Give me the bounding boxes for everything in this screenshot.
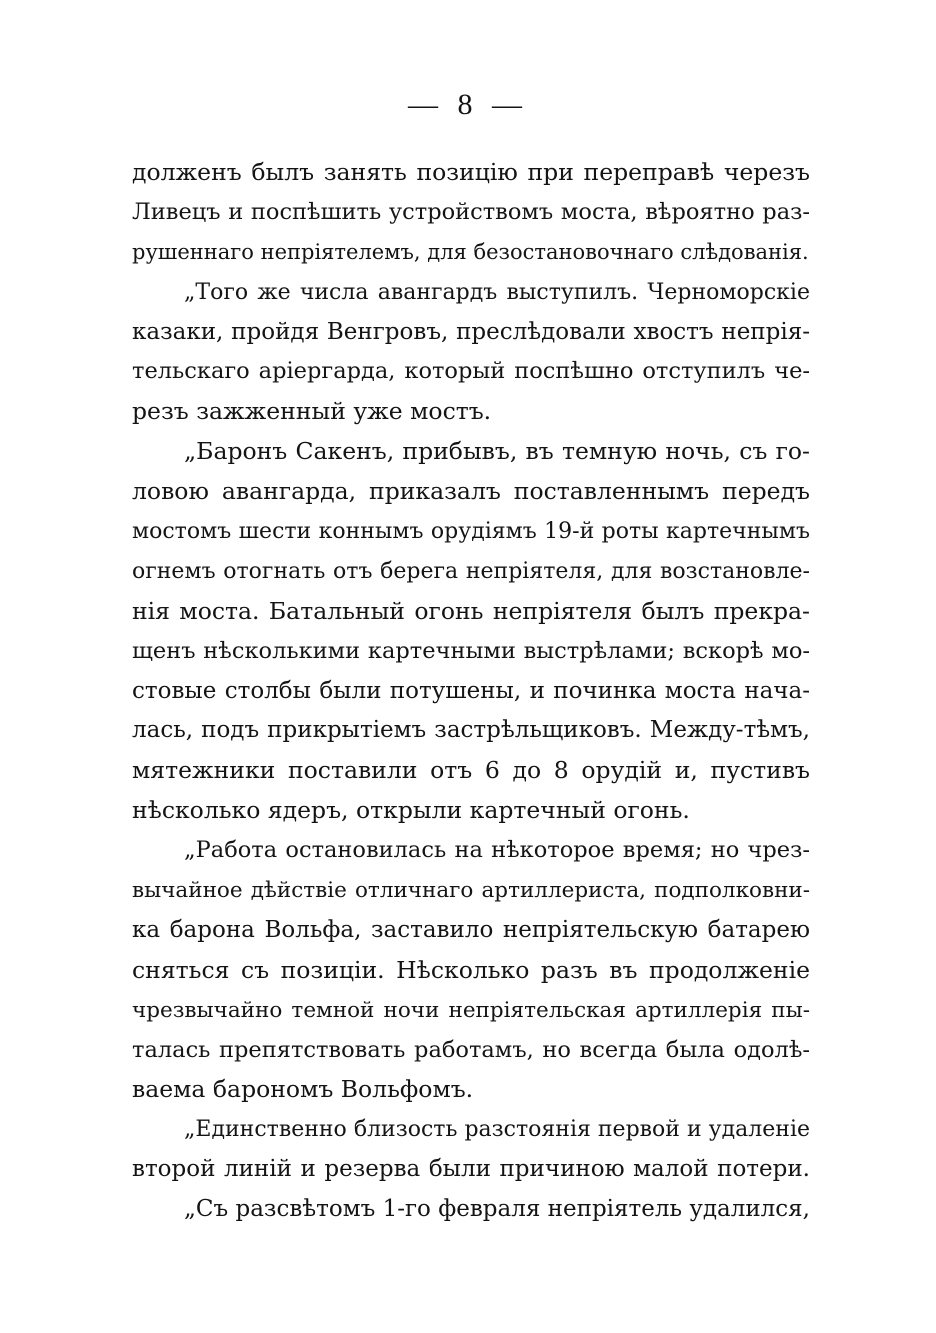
text-line: „Единственно близость разстоянія первой и удаленіе xyxy=(184,1117,810,1143)
body-text xyxy=(132,153,810,1230)
text-line: лась, подъ прикрытіемъ застрѣльщиковъ. Между-тѣмъ, xyxy=(132,717,810,744)
page-number: — 8 — xyxy=(408,88,528,121)
text-line: второй линій и резерва были причиною малой потери. xyxy=(132,1156,810,1183)
text-line: нѣсколько ядеръ, открыли картечный огонь. xyxy=(132,796,690,825)
text-line: ловою авангарда, приказалъ поставленнымъ передъ xyxy=(132,477,810,506)
text-line: сняться съ позиціи. Нѣсколько разъ въ продолженіе xyxy=(132,955,810,984)
text-line: ка барона Вольфа, заставило непріятельскую батарею xyxy=(132,916,810,943)
text-line: „Баронъ Сакенъ, прибывъ, въ темную ночь, съ го- xyxy=(184,437,810,466)
text-line: огнемъ отогнать отъ берега непріятеля, для возстановле- xyxy=(132,558,810,584)
text-line: ваема барономъ Вольфомъ. xyxy=(132,1075,474,1104)
text-line: чрезвычайно темной ночи непріятельская артиллерія пы- xyxy=(132,997,810,1023)
text-line: Ливецъ и поспѣшить устройствомъ моста, вѣроятно раз- xyxy=(132,198,810,225)
text-line: тельскаго аріергарда, который поспѣшно отступилъ че- xyxy=(132,358,810,385)
text-line: щенъ нѣсколькими картечными выстрѣлами; вскорѣ мо- xyxy=(132,637,810,664)
text-line: казаки, пройдя Венгровъ, преслѣдовали хвостъ непрія- xyxy=(132,318,810,345)
text-line: вычайное дѣйствіе отличнаго артиллериста, подполковни- xyxy=(132,878,810,904)
text-line: стовые столбы были потушены, и починка моста нача- xyxy=(132,677,810,704)
text-line: мостомъ шести коннымъ орудіямъ 19-й роты картечнымъ xyxy=(132,519,810,545)
text-line: мятежники поставили отъ 6 до 8 орудій и, пустивъ xyxy=(132,756,810,785)
text-line: „Съ разсвѣтомъ 1-го февраля непріятель удалился, xyxy=(184,1196,810,1223)
text-line: „Работа остановилась на нѣкоторое время; но чрез- xyxy=(184,837,810,864)
text-line: талась препятствовать работамъ, но всегда была одолѣ- xyxy=(132,1036,810,1063)
text-line: рушеннаго непріятелемъ, для безостановочнаго слѣдованія. xyxy=(132,239,809,264)
text-line: долженъ былъ занять позицію при переправѣ черезъ xyxy=(132,158,810,186)
text-line: резъ зажженный уже мостъ. xyxy=(132,397,492,426)
text-line: нія моста. Батальный огонь непріятеля былъ прекра- xyxy=(132,596,810,625)
text-line: „Того же числа авангардъ выступилъ. Черноморскіе xyxy=(184,279,810,305)
